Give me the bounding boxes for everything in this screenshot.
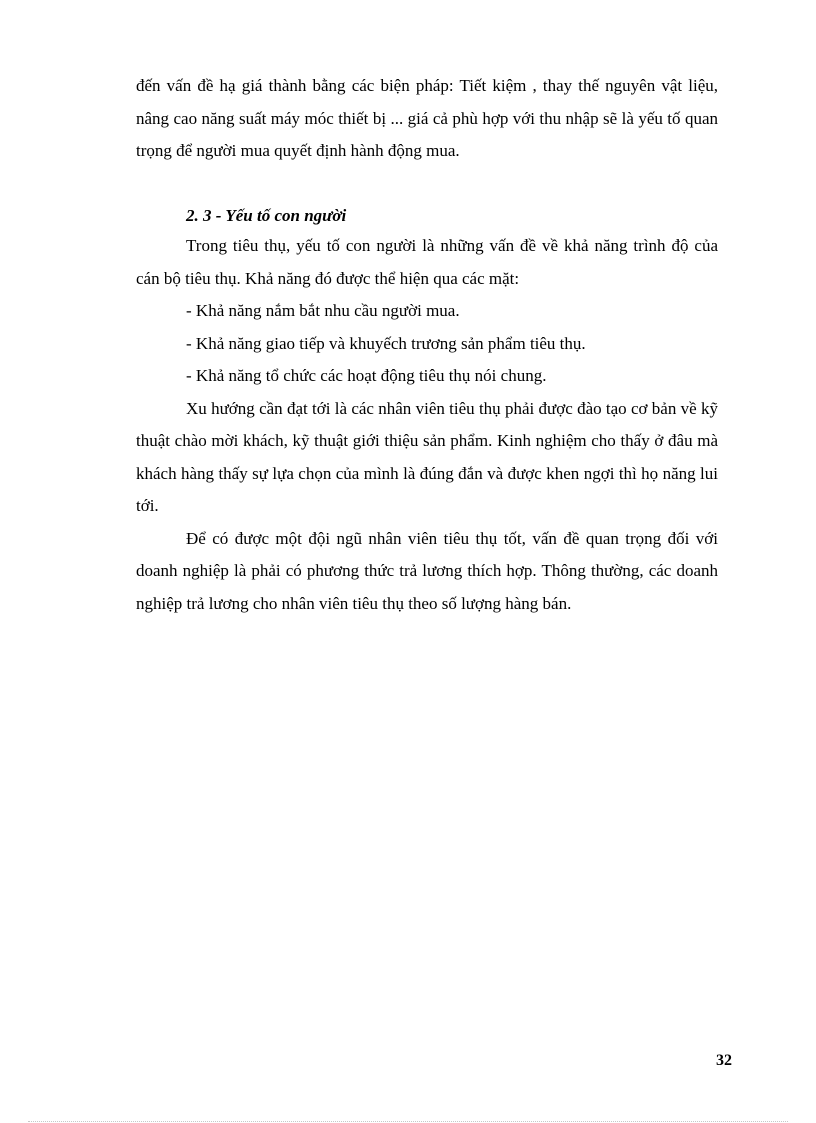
- bullet-item-2: - Khả năng giao tiếp và khuyếch trương sản phẩm tiêu thụ.: [186, 333, 586, 353]
- bullet-item-3: - Khả năng tổ chức các hoạt động tiêu thụ nói chung.: [186, 366, 547, 385]
- page-bottom-divider: [28, 1121, 788, 1122]
- section-paragraph-1: Trong tiêu thụ, yếu tố con người là những vấn đề về khả năng trình độ của cán bộ tiêu thụ. Khả năng đó được thể hiện qua các mặt:: [136, 236, 718, 288]
- intro-paragraph: đến vấn đề hạ giá thành bằng các biện pháp: Tiết kiệm , thay thế nguyên vật liệu, nâng cao năng suất máy móc thiết bị ... giá cả phù hợp với thu nhập sẽ là yếu tố quan trọng để người mua quyết định hành động mua.: [136, 76, 718, 160]
- intro-block: [136, 70, 718, 168]
- section-heading: 2. 3 - Yếu tố con người: [186, 206, 347, 225]
- page-number: 32: [716, 1052, 732, 1069]
- section-paragraph-2: Xu hướng cần đạt tới là các nhân viên tiêu thụ phải được đào tạo cơ bản về kỹ thuật chào mời khách, kỹ thuật giới thiệu sản phẩm. Kinh nghiệm cho thấy ở đâu mà khách hàng thấy sự lựa chọn của mình là đúng đắn và được khen ngợi thì họ năng lui tới.: [136, 398, 718, 515]
- section-paragraph-3: Để có được một đội ngũ nhân viên tiêu thụ tốt, vấn đề quan trọng đối với doanh nghiệp là phải có phương thức trả lương thích hợp. Thông thường, các doanh nghiệp trả lương cho nhân viên tiêu thụ theo số lượng hàng bán.: [136, 528, 718, 613]
- section-body: [136, 230, 718, 620]
- bullet-item-1: - Khả năng nắm bắt nhu cầu người mua.: [186, 301, 460, 320]
